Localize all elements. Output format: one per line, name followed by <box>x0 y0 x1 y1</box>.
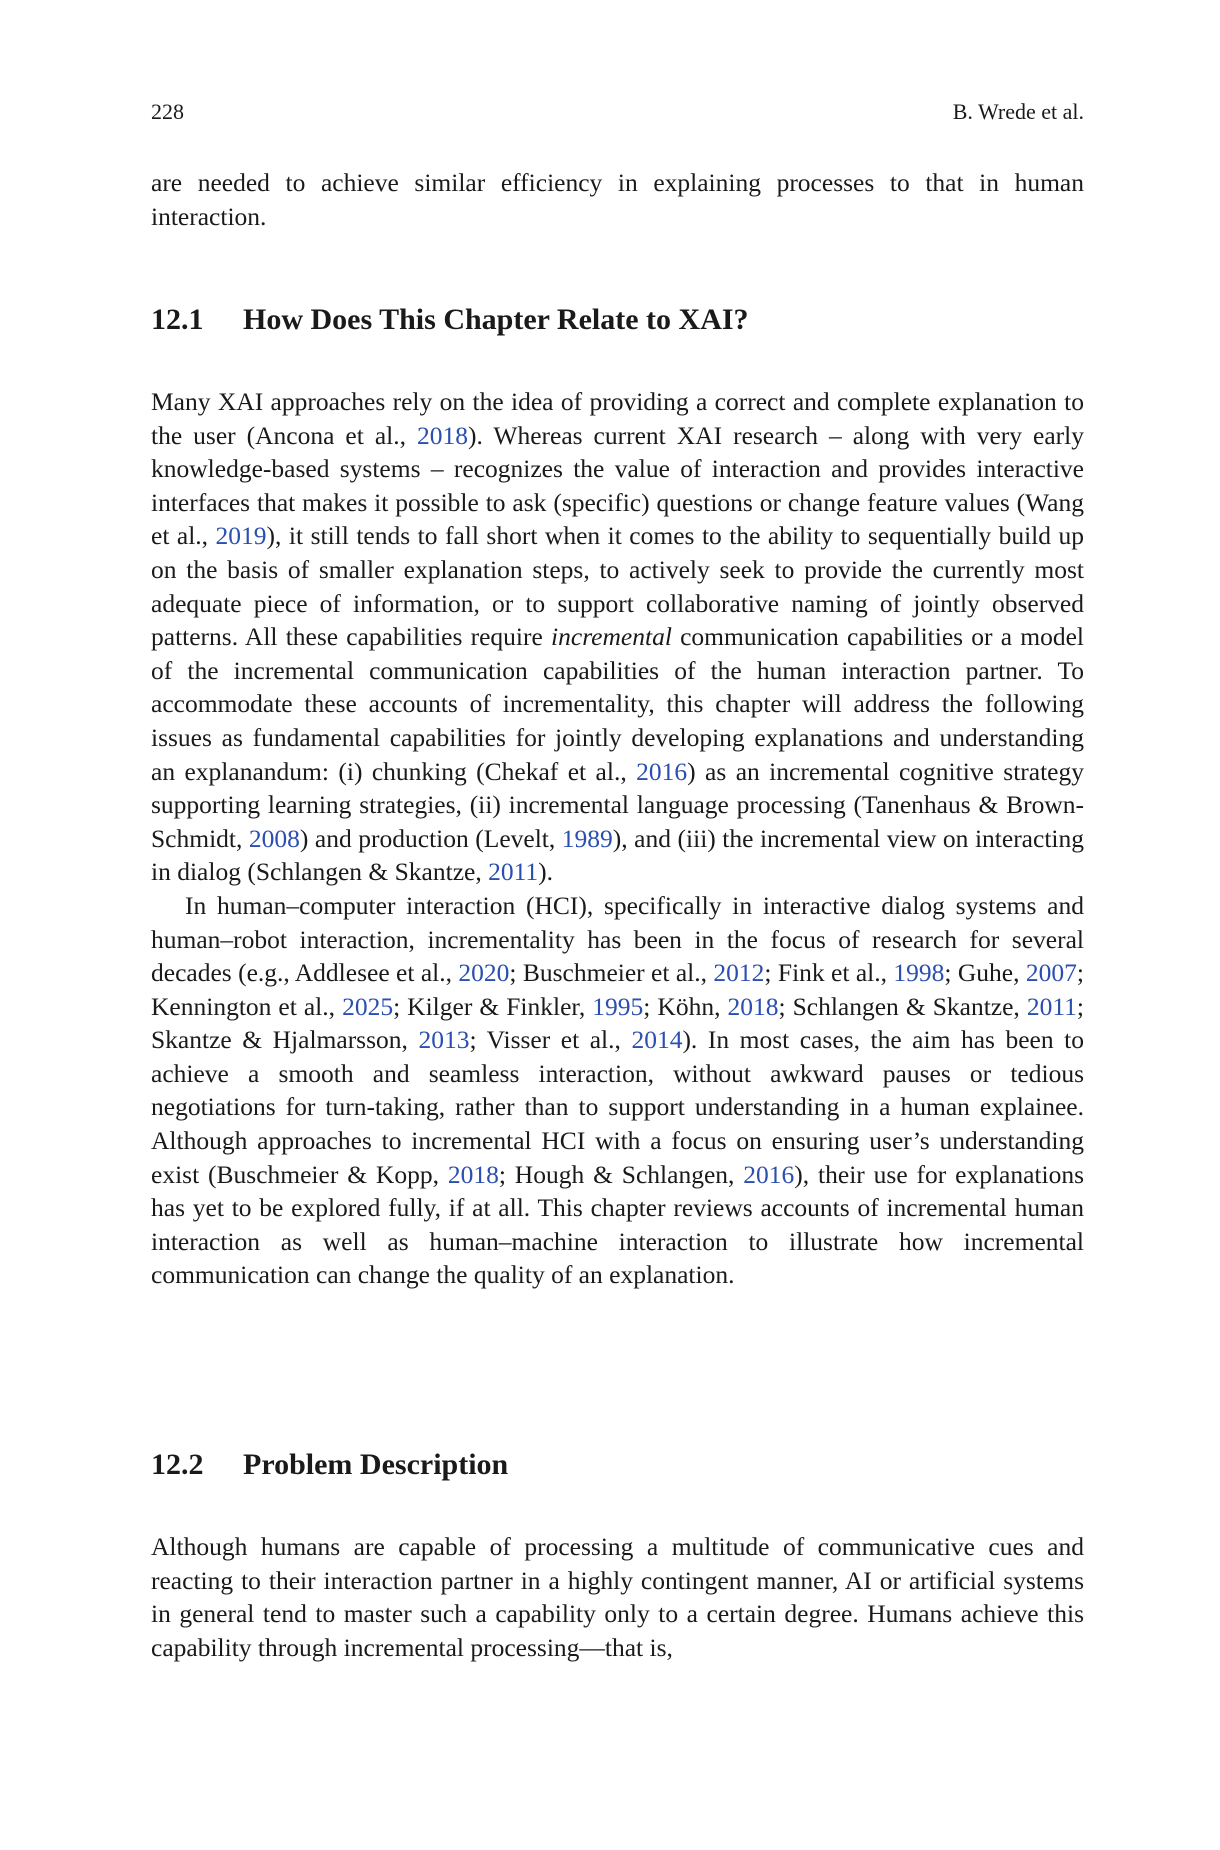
intro-text: are needed to achieve similar efficiency in explaining processes to that in human interaction. <box>151 168 1084 231</box>
running-head-authors: B. Wrede et al. <box>952 99 1084 124</box>
section-12-2-heading <box>151 1447 1084 1483</box>
citation-link[interactable]: 2018 <box>727 991 779 1021</box>
citation-link[interactable]: 1998 <box>893 958 945 988</box>
citation-link[interactable]: 2014 <box>631 1025 683 1055</box>
intro-paragraph <box>151 166 1084 233</box>
citation-link[interactable]: 2019 <box>215 521 267 551</box>
emphasis: incremental <box>551 622 672 652</box>
section-12-2-body <box>151 1530 1084 1664</box>
citation-link[interactable]: 2013 <box>418 1025 470 1055</box>
citation-link[interactable]: 2018 <box>447 1159 499 1189</box>
citation-link[interactable]: 2011 <box>488 857 539 887</box>
section-12-1-body <box>151 385 1084 1292</box>
citation-link[interactable]: 2025 <box>342 991 394 1021</box>
section-number: 12.1 <box>151 303 204 336</box>
paragraph: Many XAI approaches rely on the idea of providing a correct and complete explanation to the user (Ancona et al., 2018). Whereas current XAI research – along with very early knowledge-based systems – recognizes the value of interaction and provides interactive interfaces that makes it possible to ask (specific) questions or change feature values (Wang et al., 2019), it still tends to fall short when it comes to the ability to sequentially build up on the basis of smaller explanation steps, to actively seek to provide the currently most adequate piece of information, or to support collaborative naming of jointly observed patterns. All these capabilities require incremental communication capabilities or a model of the incremental communication capabilities of the human interaction partner. To accommodate these accounts of incrementality, this chapter will address the following issues as fundamental capabilities for jointly developing explanations and understanding an explanandum: (i) chunking (Chekaf et al., 2016) as an incremental cognitive strategy supporting learning strategies, (ii) incremental language processing (Tanenhaus & Brown-Schmidt, 2008) and production (Levelt, 1989), and (iii) the incremental view on interacting in dialog (Schlangen & Skantze, 2011). <box>151 387 1084 887</box>
citation-link[interactable]: 2008 <box>248 823 300 853</box>
citation-link[interactable]: 2016 <box>636 756 688 786</box>
section-title: How Does This Chapter Relate to XAI? <box>243 303 749 336</box>
citation-link[interactable]: 2007 <box>1025 958 1077 988</box>
citation-link[interactable]: 1989 <box>561 823 613 853</box>
citation-link[interactable]: 2020 <box>458 958 510 988</box>
running-head <box>151 99 1084 129</box>
section-12-1-heading <box>151 302 1084 338</box>
citation-link[interactable]: 2016 <box>743 1159 795 1189</box>
citation-link[interactable]: 2011 <box>1026 991 1077 1021</box>
paragraph: Although humans are capable of processing a multitude of communicative cues and reacting to their interaction partner in a highly contingent manner, AI or artificial systems in general tend to master such a capability only to a certain degree. Humans achieve this capability through incremental processing—that is, <box>151 1532 1084 1662</box>
citation-link[interactable]: 2018 <box>416 420 468 450</box>
citation-link[interactable]: 1995 <box>592 991 644 1021</box>
page-number: 228 <box>151 99 184 124</box>
section-number: 12.2 <box>151 1448 204 1481</box>
paragraph: In human–computer interaction (HCI), specifically in interactive dialog systems and human–robot interaction, incrementality has been in the focus of research for several decades (e.g., Addlesee et al., 2020; Buschmeier et al., 2012; Fink et al., 1998; Guhe, 2007; Kennington et al., 2025; Kilger & Finkler, 1995; Köhn, 2018; Schlangen & Skantze, 2011; Skantze & Hjalmarsson, 2013; Visser et al., 2014). In most cases, the aim has been to achieve a smooth and seamless interaction, without awkward pauses or tedious negotiations for turn-taking, rather than to support understanding in a human explainee. Although approaches to incremental HCI with a focus on ensuring user’s understanding exist (Buschmeier & Kopp, 2018; Hough & Schlangen, 2016), their use for explanations has yet to be explored fully, if at all. This chapter reviews accounts of incremental human interaction as well as human–machine interaction to illustrate how incremental communication can change the quality of an explanation. <box>151 890 1085 1290</box>
citation-link[interactable]: 2012 <box>713 958 765 988</box>
section-title: Problem Description <box>243 1448 509 1481</box>
